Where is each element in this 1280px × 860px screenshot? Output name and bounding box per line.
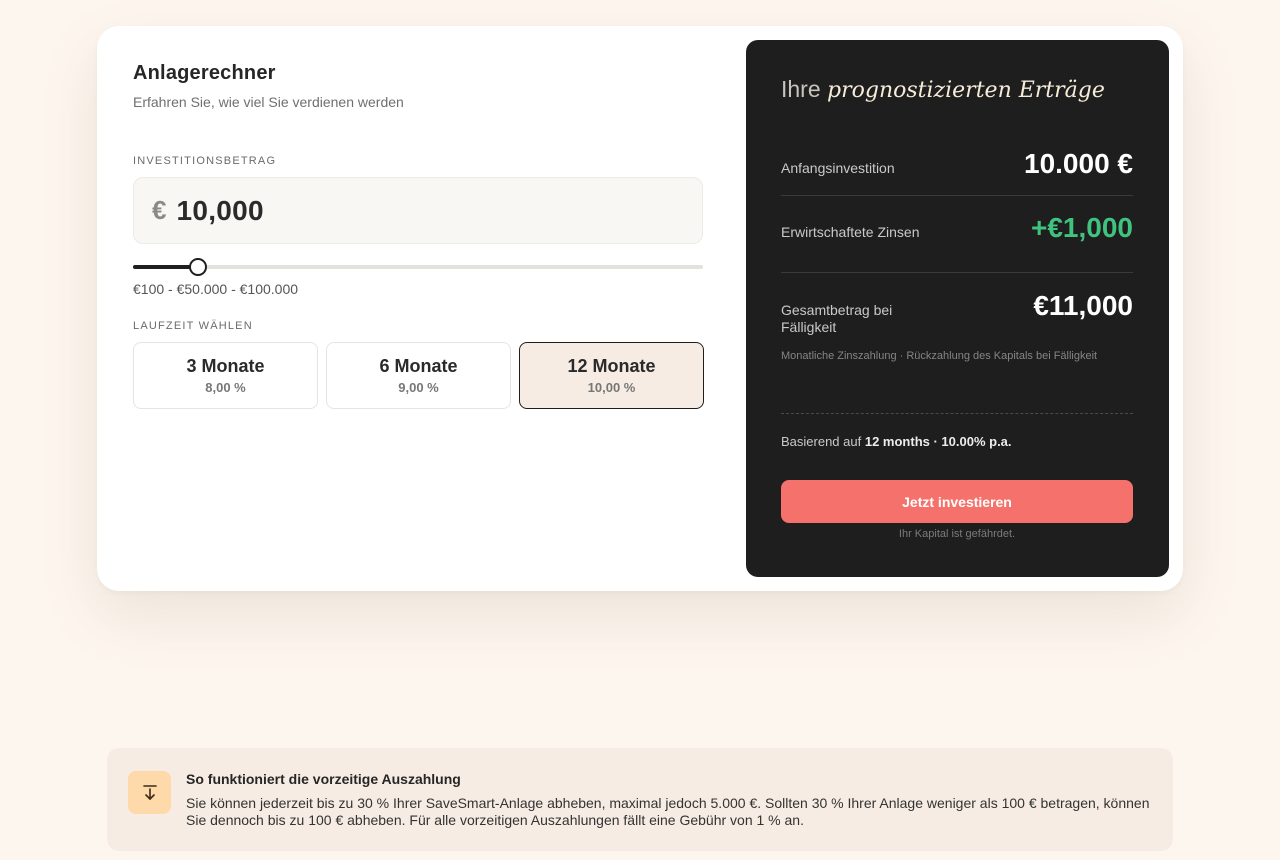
term-name: 3 Monate xyxy=(186,356,265,376)
calculator-form xyxy=(133,62,703,395)
term-option-3-months[interactable] xyxy=(133,342,318,409)
info-text: Sie können jederzeit bis zu 30 % Ihrer SaveSmart-Anlage abheben, maximal jedoch 5.000 €. Sollten 30 % Ihrer Anlage weniger als 100 € betragen, können Sie dennoch bis zu 100 € abheben. Für alle vorzeitigen Auszahlungen fällt eine Gebühr von 1 % an. xyxy=(186,795,1150,828)
projection-panel xyxy=(746,40,1169,577)
term-name: 12 Monate xyxy=(567,356,656,376)
interest-label: Erwirtschaftete Zinsen xyxy=(781,224,920,240)
term-rate: 9,00 % xyxy=(398,380,439,395)
amount-input[interactable] xyxy=(133,177,703,244)
investment-calculator-card xyxy=(97,26,1183,591)
basis-text xyxy=(781,434,1012,449)
term-rate: 10,00 % xyxy=(587,380,636,395)
term-rate: 8,00 % xyxy=(205,380,246,395)
basis-prefix: Basierend auf xyxy=(781,434,862,449)
download-arrow-icon xyxy=(128,771,171,814)
term-option-6-months[interactable] xyxy=(326,342,511,409)
slider-fill xyxy=(133,265,198,269)
calculator-subtitle: Erfahren Sie, wie viel Sie verdienen werden xyxy=(133,94,404,110)
amount-value[interactable]: 10,000 xyxy=(176,194,264,226)
divider xyxy=(781,195,1133,196)
total-label: Gesamtbetrag bei Fälligkeit xyxy=(781,302,893,335)
interest-value: +€1,000 xyxy=(1031,212,1133,243)
calculator-title: Anlagerechner xyxy=(133,62,276,84)
basis-detail: 12 months · 10.00% p.a. xyxy=(864,434,1012,449)
term-options xyxy=(133,342,704,409)
projection-title-emphasis: prognostizierten Erträge xyxy=(827,78,1105,103)
early-payout-info xyxy=(107,748,1173,851)
projection-title xyxy=(781,76,1105,103)
term-name: 6 Monate xyxy=(379,356,458,376)
dashed-divider xyxy=(781,413,1133,414)
divider xyxy=(781,272,1133,273)
currency-symbol: € xyxy=(152,195,167,225)
payment-fine-print: Monatliche Zinszahlung · Rückzahlung des Kapitals bei Fälligkeit xyxy=(781,350,1098,362)
invest-now-button[interactable]: Jetzt investieren xyxy=(781,480,1133,523)
amount-label: INVESTITIONSBETRAG xyxy=(133,155,277,167)
slider-range-text: €100 - €50.000 - €100.000 xyxy=(133,281,299,297)
risk-warning: Ihr Kapital ist gefährdet. xyxy=(898,528,1016,540)
slider-thumb[interactable] xyxy=(189,258,207,276)
term-label: LAUFZEIT WÄHLEN xyxy=(133,320,253,332)
initial-investment-value: 10.000 € xyxy=(1024,148,1133,179)
term-option-12-months[interactable] xyxy=(519,342,704,409)
projection-title-plain: Ihre xyxy=(781,76,821,102)
total-value: €11,000 xyxy=(1033,290,1133,321)
slider-track[interactable] xyxy=(133,265,703,269)
initial-investment-label: Anfangsinvestition xyxy=(781,160,895,176)
info-title: So funktioniert die vorzeitige Auszahlung xyxy=(186,771,461,787)
amount-slider[interactable] xyxy=(133,257,703,277)
